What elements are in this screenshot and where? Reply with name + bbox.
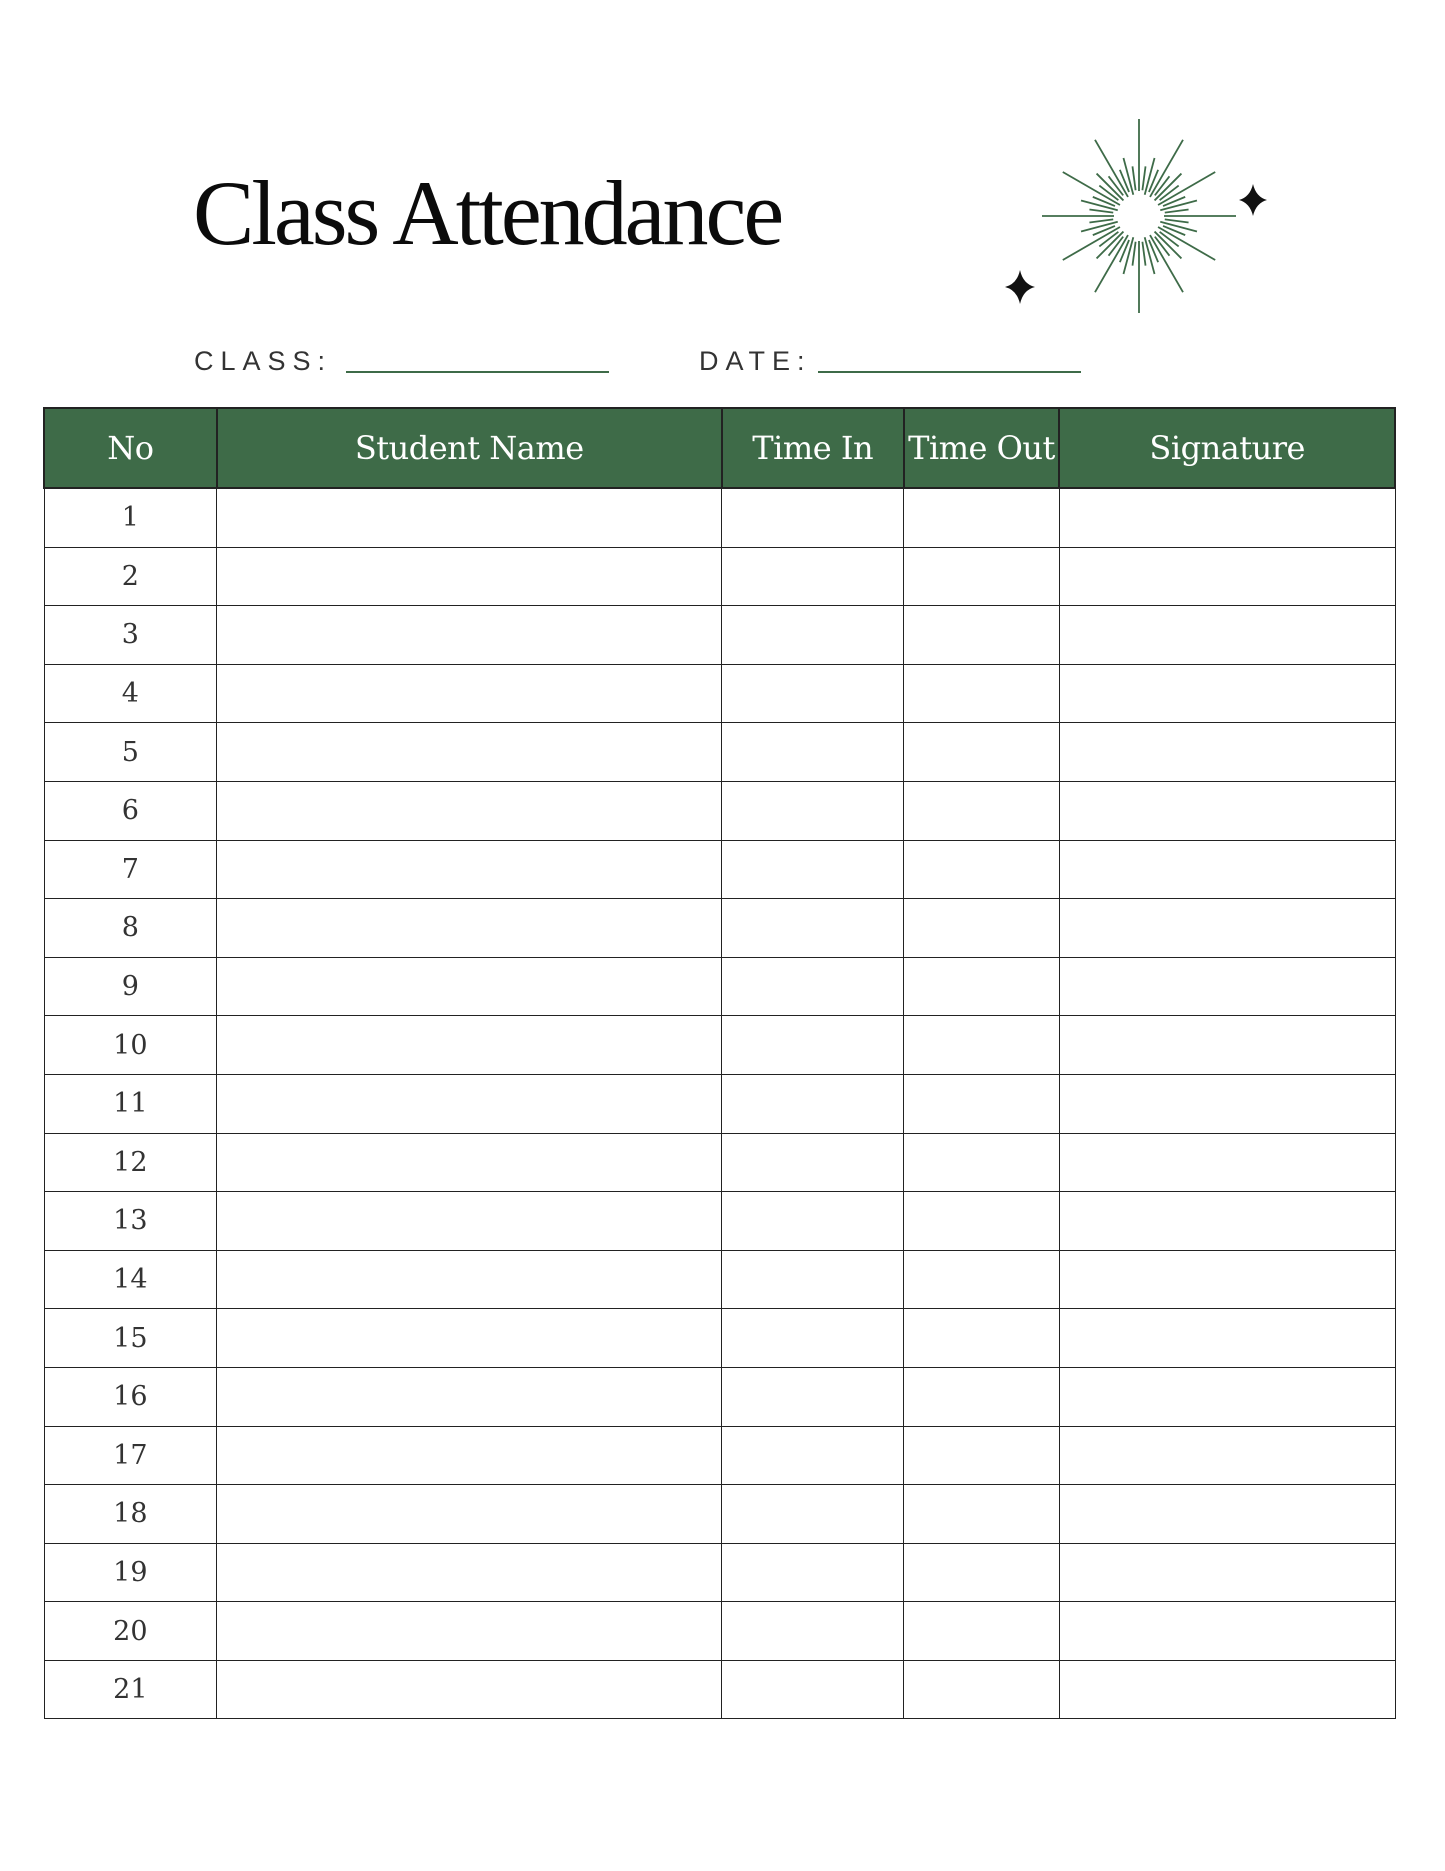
cell-student-name[interactable] [217, 547, 722, 606]
cell-no: 15 [44, 1309, 217, 1368]
cell-time-out[interactable] [904, 1074, 1060, 1133]
table-row [44, 1192, 1395, 1251]
cell-no: 9 [44, 957, 217, 1016]
cell-signature[interactable] [1059, 664, 1395, 723]
cell-no: 7 [44, 840, 217, 899]
cell-time-in[interactable] [722, 899, 904, 958]
cell-signature[interactable] [1059, 1426, 1395, 1485]
cell-time-out[interactable] [904, 547, 1060, 606]
cell-student-name[interactable] [217, 1367, 722, 1426]
attendance-table [43, 407, 1396, 1719]
cell-no: 5 [44, 723, 217, 782]
table-row [44, 1133, 1395, 1192]
date-input-line[interactable] [818, 371, 1081, 373]
sparkle-icon [1005, 270, 1035, 304]
cell-time-in[interactable] [722, 840, 904, 899]
cell-time-out[interactable] [904, 723, 1060, 782]
cell-signature[interactable] [1059, 1485, 1395, 1544]
header-row [44, 408, 1395, 488]
cell-student-name[interactable] [217, 664, 722, 723]
table-row [44, 1367, 1395, 1426]
cell-time-out[interactable] [904, 781, 1060, 840]
cell-time-in[interactable] [722, 1660, 904, 1719]
table-row [44, 1485, 1395, 1544]
cell-time-in[interactable] [722, 1133, 904, 1192]
cell-student-name[interactable] [217, 1660, 722, 1719]
cell-time-in[interactable] [722, 1485, 904, 1544]
table-row [44, 1250, 1395, 1309]
header-no: No [44, 408, 217, 488]
cell-student-name[interactable] [217, 781, 722, 840]
cell-student-name[interactable] [217, 1602, 722, 1661]
cell-student-name[interactable] [217, 1485, 722, 1544]
cell-no: 13 [44, 1192, 217, 1251]
starburst-icon [0, 0, 1445, 340]
cell-time-out[interactable] [904, 1016, 1060, 1075]
cell-student-name[interactable] [217, 1426, 722, 1485]
cell-time-out[interactable] [904, 1602, 1060, 1661]
cell-no: 16 [44, 1367, 217, 1426]
cell-time-out[interactable] [904, 1543, 1060, 1602]
cell-time-in[interactable] [722, 1250, 904, 1309]
cell-signature[interactable] [1059, 840, 1395, 899]
table-row [44, 664, 1395, 723]
cell-signature[interactable] [1059, 1543, 1395, 1602]
cell-student-name[interactable] [217, 957, 722, 1016]
table-row [44, 1016, 1395, 1075]
cell-signature[interactable] [1059, 1602, 1395, 1661]
cell-signature[interactable] [1059, 1367, 1395, 1426]
table-row [44, 488, 1395, 547]
cell-time-in[interactable] [722, 488, 904, 547]
cell-student-name[interactable] [217, 1074, 722, 1133]
cell-student-name[interactable] [217, 1543, 722, 1602]
cell-signature[interactable] [1059, 781, 1395, 840]
cell-time-in[interactable] [722, 723, 904, 782]
cell-signature[interactable] [1059, 1192, 1395, 1251]
cell-time-in[interactable] [722, 664, 904, 723]
cell-time-in[interactable] [722, 606, 904, 665]
cell-time-in[interactable] [722, 1602, 904, 1661]
cell-signature[interactable] [1059, 1074, 1395, 1133]
cell-time-out[interactable] [904, 606, 1060, 665]
class-input-line[interactable] [346, 371, 609, 373]
table-row [44, 723, 1395, 782]
cell-no: 11 [44, 1074, 217, 1133]
cell-student-name[interactable] [217, 1016, 722, 1075]
cell-time-out[interactable] [904, 840, 1060, 899]
cell-no: 20 [44, 1602, 217, 1661]
header-time-out: Time Out [904, 408, 1060, 488]
cell-time-out[interactable] [904, 1250, 1060, 1309]
cell-time-out[interactable] [904, 664, 1060, 723]
cell-time-out[interactable] [904, 1426, 1060, 1485]
table-row [44, 1602, 1395, 1661]
table-row [44, 606, 1395, 665]
cell-signature[interactable] [1059, 1660, 1395, 1719]
cell-student-name[interactable] [217, 1250, 722, 1309]
cell-student-name[interactable] [217, 488, 722, 547]
cell-student-name[interactable] [217, 1133, 722, 1192]
table-row [44, 1074, 1395, 1133]
cell-signature[interactable] [1059, 899, 1395, 958]
cell-signature[interactable] [1059, 723, 1395, 782]
header-time-in: Time In [722, 408, 904, 488]
cell-signature[interactable] [1059, 1133, 1395, 1192]
cell-no: 6 [44, 781, 217, 840]
cell-student-name[interactable] [217, 899, 722, 958]
cell-time-in[interactable] [722, 1543, 904, 1602]
cell-time-in[interactable] [722, 1192, 904, 1251]
cell-no: 21 [44, 1660, 217, 1719]
header-signature: Signature [1059, 408, 1395, 488]
cell-time-in[interactable] [722, 1426, 904, 1485]
cell-no: 14 [44, 1250, 217, 1309]
cell-time-out[interactable] [904, 488, 1060, 547]
cell-no: 17 [44, 1426, 217, 1485]
table-row [44, 957, 1395, 1016]
header-student-name: Student Name [217, 408, 722, 488]
cell-student-name[interactable] [217, 1192, 722, 1251]
cell-no: 3 [44, 606, 217, 665]
cell-time-out[interactable] [904, 1309, 1060, 1368]
table-row [44, 547, 1395, 606]
cell-no: 4 [44, 664, 217, 723]
cell-student-name[interactable] [217, 606, 722, 665]
cell-signature[interactable] [1059, 1016, 1395, 1075]
cell-no: 18 [44, 1485, 217, 1544]
table-row [44, 840, 1395, 899]
cell-time-out[interactable] [904, 1192, 1060, 1251]
sparkle-icon [1239, 184, 1267, 216]
cell-student-name[interactable] [217, 1309, 722, 1368]
cell-time-in[interactable] [722, 957, 904, 1016]
cell-time-out[interactable] [904, 1367, 1060, 1426]
cell-signature[interactable] [1059, 957, 1395, 1016]
cell-time-out[interactable] [904, 899, 1060, 958]
cell-signature[interactable] [1059, 547, 1395, 606]
cell-signature[interactable] [1059, 606, 1395, 665]
cell-signature[interactable] [1059, 488, 1395, 547]
table-row [44, 1660, 1395, 1719]
page-title: Class Attendance [193, 162, 782, 264]
cell-no: 10 [44, 1016, 217, 1075]
table-row [44, 1543, 1395, 1602]
date-label: DATE: [699, 346, 812, 376]
table-row [44, 1309, 1395, 1368]
cell-student-name[interactable] [217, 840, 722, 899]
table-row [44, 781, 1395, 840]
table-row [44, 1426, 1395, 1485]
cell-no: 12 [44, 1133, 217, 1192]
cell-time-out[interactable] [904, 957, 1060, 1016]
cell-signature[interactable] [1059, 1250, 1395, 1309]
cell-no: 2 [44, 547, 217, 606]
cell-time-in[interactable] [722, 547, 904, 606]
cell-time-in[interactable] [722, 1309, 904, 1368]
cell-signature[interactable] [1059, 1309, 1395, 1368]
cell-no: 1 [44, 488, 217, 547]
cell-no: 19 [44, 1543, 217, 1602]
cell-no: 8 [44, 899, 217, 958]
cell-time-out[interactable] [904, 1660, 1060, 1719]
cell-time-in[interactable] [722, 1016, 904, 1075]
cell-time-in[interactable] [722, 1367, 904, 1426]
class-label: CLASS: [194, 346, 333, 376]
cell-student-name[interactable] [217, 723, 722, 782]
table-row [44, 899, 1395, 958]
cell-time-in[interactable] [722, 1074, 904, 1133]
cell-time-out[interactable] [904, 1133, 1060, 1192]
cell-time-in[interactable] [722, 781, 904, 840]
cell-time-out[interactable] [904, 1485, 1060, 1544]
